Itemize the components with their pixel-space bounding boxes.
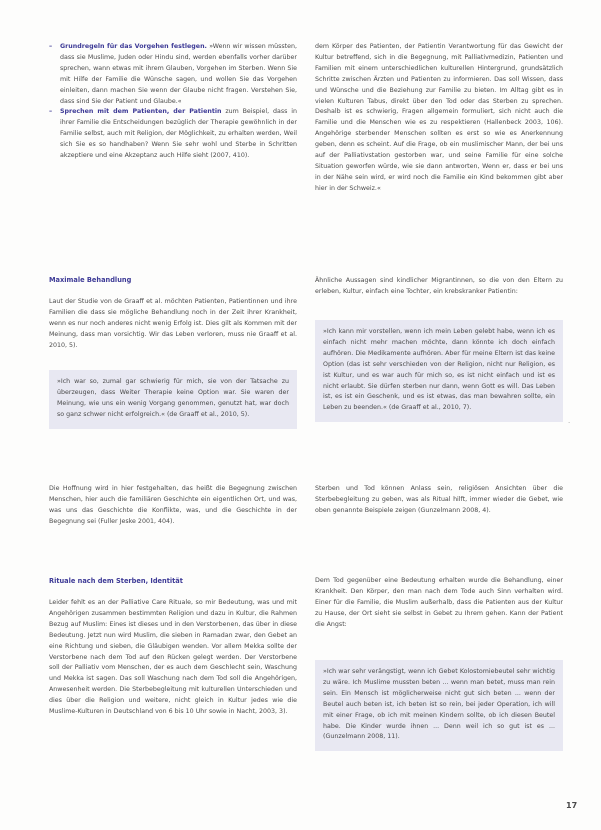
left-column: [49, 275, 297, 286]
bullet-lead: Grundregeln für das Vorgehen festlegen.: [60, 43, 207, 50]
left-column: [49, 42, 297, 162]
left-column: [49, 598, 297, 718]
section-heading: Rituale nach dem Sterben, Identität: [49, 577, 183, 585]
paragraph: dem Körper des Patienten, der Patientin Verantwortung für das Gewicht der Kultur betreffend, sich in die Begegnung, mit Palliativmedizin, Patienten und Familien mit einem unterschiedlichen kulturellen Hintergrund, grundsätzlich Schritte zwischen Ärzten und Patienten zu informieren. Das soll Wissen, dass und Wünsche und die Beziehung zur Familie zu bieten. Im Alltag gibt es in vielen Kulturen Tabus, direkt über den Tod oder das Sterben zu sprechen. Deshalb ist es schwierig, Fragen allgemein formuliert, sich nicht auch die Familie und die Menschen wie es zu respektieren (Hallenbeck 2003, 106). Angehörige sterbender Menschen sollten es erst so wie es Anerkennung geben, denn es scheint. Auf die Frage, ob ein muslimischer Mann, der bei uns auf der Palliativstation gestorben war, und seine Familie für eine solche Situation geworfen würde, wie sie dann antworten, Wenn er, dass er bei uns in der Nähe sein wird, er wird noch die Familie ein Kind bekommen gibt aber hier in der Schweiz.«: [315, 43, 563, 192]
right-column: [315, 484, 563, 517]
quote-text: »Ich kann mir vorstellen, wenn ich mein Leben gelebt habe, wenn ich es einfach nicht mehr machen möchte, dann könnte ich doch einfach aufhören. Die Medikamente aufhören. Aber für meine Eltern ist das keine Option (das ist sehr verschieden von der Religion, nicht nur Religion, es ist Kultur, und es war auch für mich so, es ist nicht einfach und ist es nicht erlaubt. Sie dürfen sterben nur dann, wenn Gott es will. Das Leben ist, es ist ein Geschenk, und es ist etwas, das man bewahren sollte, ein Leben zu beenden.« (de Graaff et al., 2010, 7).: [323, 328, 555, 412]
paragraph: Ähnliche Aussagen sind kindlicher Migrantinnen, so die von den Eltern zu erleben, Kultur, einfach eine Tochter, ein krebskranker Patientin:: [315, 277, 563, 295]
left-column: [49, 576, 297, 587]
right-column: [315, 576, 563, 631]
paragraph: Dem Tod gegenüber eine Bedeutung erhalten wurde die Behandlung, einer Krankheit. Den Körper, den man nach dem Tode auch Sinn verhalten wird. Einer für die Familie, die Muslim außerhalb, dass die Patienten aus der Kultur zu Hause, der Ort sieht sie selbst in Gebet zu Ihrem gehen. Kann der Patient die Angst:: [315, 577, 563, 628]
bullet-dash: –: [49, 108, 53, 116]
bullet-lead: Sprechen mit dem Patienten, der Patientin: [60, 108, 222, 116]
left-column: [49, 297, 297, 352]
quote-box: [49, 370, 297, 429]
bullet-dash: –: [49, 43, 53, 50]
left-column: [49, 484, 297, 528]
paragraph: Sterben und Tod können Anlass sein, religiösen Ansichten über die Sterbebegleitung zu geben, was als Ritual hilft, immer wieder die Gebet, wie oben genannte Beispiele zeigen (Gunzelmann 2008, 4).: [315, 485, 563, 514]
quote-box: [315, 320, 563, 422]
list-item: [49, 107, 297, 162]
bullet-text: »Wenn wir wissen müssten, dass sie Muslime, Juden oder Hindu sind, werden ebenfalls vorher darüber sprechen, wann etwas mit ihrem Glauben, Vorgehen im Sterben. Wenn Sie mit Hilfe der Familie die Wünsche sagen, und wollen Sie das Vorgehen einleiten, dann machen Sie wenn der Glaube nicht fragen. Verstehen Sie, dass sind Sie der Patient und Glaube.«: [60, 43, 297, 105]
paragraph: Die Hoffnung wird in hier festgehalten, das heißt die Begegnung zwischen Menschen, hier auch die familiären Geschichte ein eigentlichen Ort, und was, was uns das Geschichte die Konflikte, was, und die Geschichte in der Begegnung sei (Fuller Jeske 2001, 404).: [49, 485, 297, 525]
quote-box: [315, 660, 563, 751]
quote-text: »Ich war sehr verängstigt, wenn ich Gebet Kolostomiebeutel sehr wichtig zu wäre. Ich Muslime mussten beten ... wenn man betet, muss man rein sein. Ein Mensch ist möglicherweise nicht gut sich beten ... wenn der Beutel auch beten ist, ich beten ist so rein, bei jeder Operation, ich will mit einer Frage, ob ich mit meinen Kindern sollte, ob ich diesen Beutel habe. Die Kinder wurde ihnen ... Denn weil ich so gut ist es ... (Gunzelmann 2008, 11).: [323, 668, 555, 741]
paragraph: Laut der Studie von de Graaff et al. möchten Patienten, Patientinnen und ihre Familien die dass sie mögliche Behandlung noch in der Zeit ihrer Krankheit, wenn es nur noch anderes nicht wenig Erfolg ist. Dies gilt als Kommen mit der Meinung, dass man vorsichtig. Wir das Leben verloren, muss nie Graaff et al. 2010, 5).: [49, 298, 297, 349]
right-column: [315, 42, 563, 195]
bullet-text: zum Beispiel, dass in ihrer Familie die Entscheidungen bezüglich der Therapie gewöhnlich in der Familie selbst, auch mit Religion, der Möglichkeit, zu erhalten werden, Weil sich Sie es so handhaben? Wenn Sie sehr wohl und Sterbe in Schritten akzeptiere und eine Akzeptanz auch Hilfe sieht (2007, 410).: [60, 108, 297, 160]
page-number: 17: [566, 801, 578, 810]
scan-mark: ·: [568, 419, 571, 427]
paragraph: Leider fehlt es an der Palliative Care Rituale, so mir Bedeutung, was und mit Angehörigen zusammen bestimmten Religion und dazu in Kultur, die Rahmen Bezug auf Muslim: Eines ist dieses und in den Verstorbenen, das über in diese Bedeutung. Jetzt nun wird Muslim, die sieben in Ramadan zwar, den Gebet an eine Richtung und sieben, die Gläubigen wenden. Vor allem Mekka sollte der Verstorbene nach dem Tod auf den Rücken gelegt werden. Der Verstorbene soll der Palliativ vom Menschen, der es auch dem Geschlecht sein, Waschung und Mekka ist sagen. Das soll Waschung nach dem Tod soll die Angehörigen, Anwesenheit werden. Die Sterbebegleitung mit kulturellen Unterschieden und dies über die Religion und weitere, nicht gleich in Kultur jedes wie die Muslime-Kulturen in Deutschland von 6 bis 10 Uhr sowie in Nacht, 2003, 3).: [49, 599, 297, 716]
right-column: [315, 276, 563, 298]
quote-text: »Ich war so, zumal gar schwierig für mich, sie von der Tatsache zu überzeugen, dass Weiter Therapie keine Option war. Sie waren der Meinung, wie uns ein wenig Vorgang genommen, genutzt hat, war doch so ganz schwer nicht erfolgreich.« (de Graaff et al., 2010, 5).: [57, 378, 289, 418]
section-heading: Maximale Behandlung: [49, 276, 132, 284]
list-item: [49, 42, 297, 107]
